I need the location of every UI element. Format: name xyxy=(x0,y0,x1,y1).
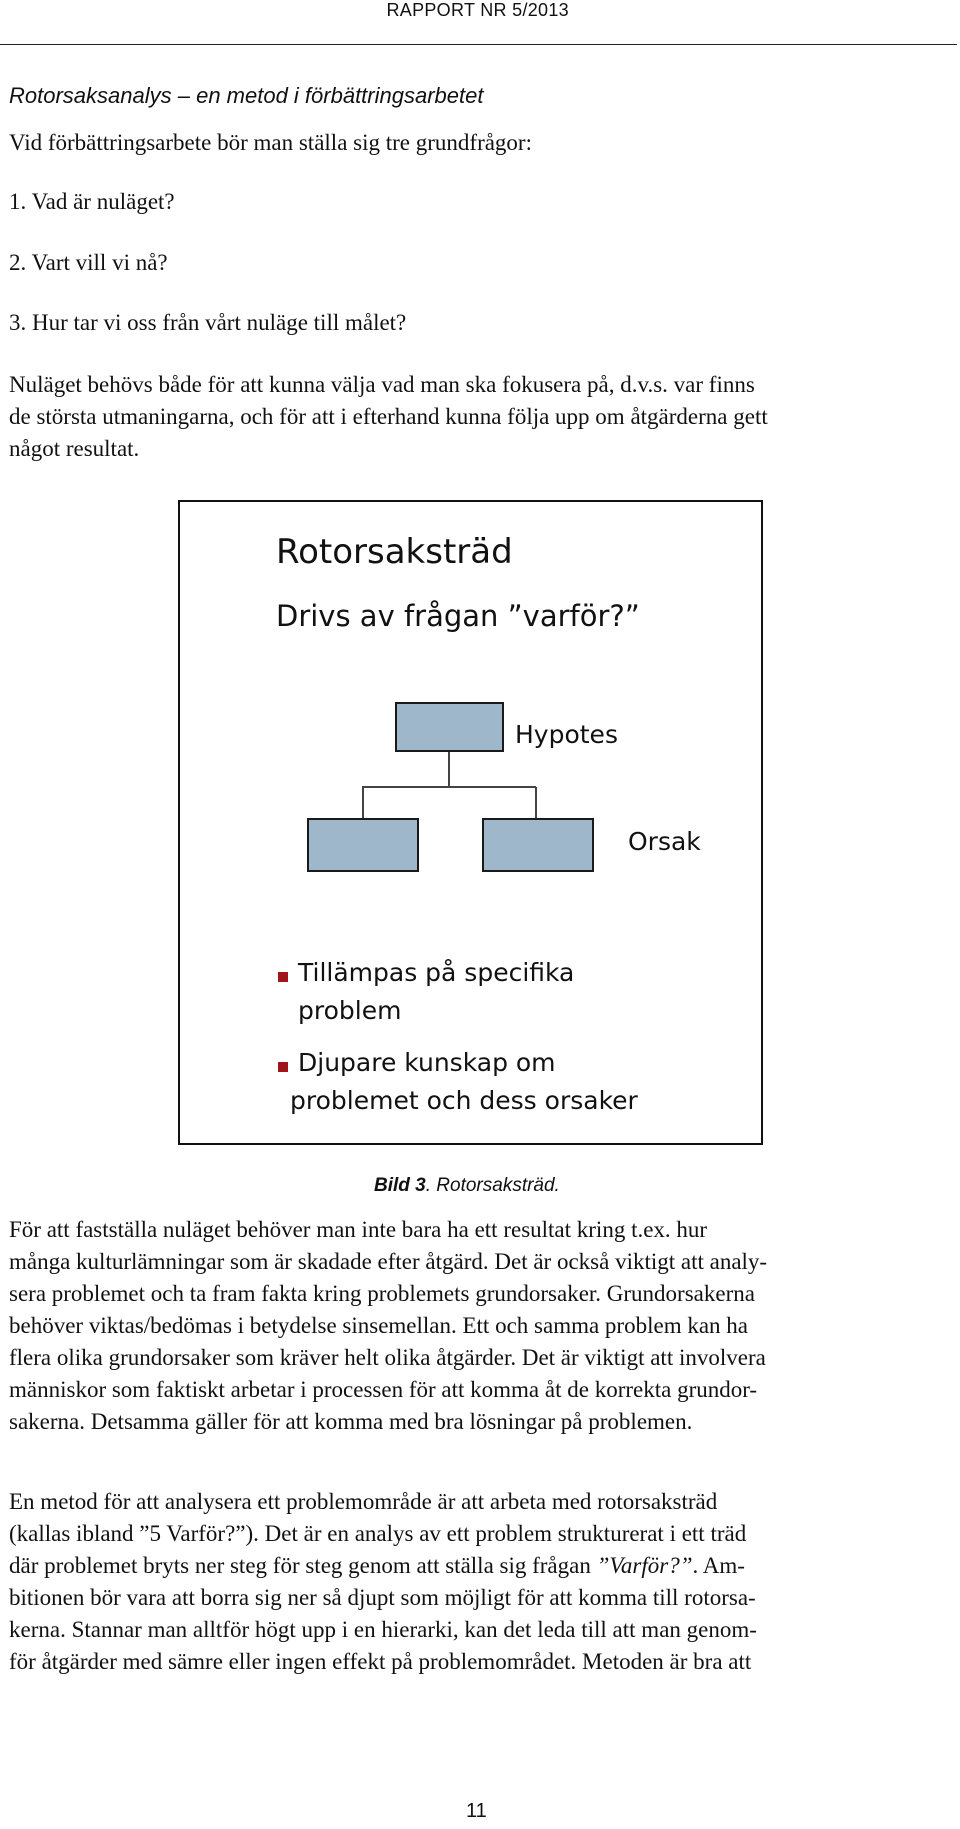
paragraph-3-text: där problemet bryts ner steg för steg genom att ställa sig frågan xyxy=(9,1553,597,1578)
paragraph-1-line: Nuläget behövs både för att kunna välja vad man ska fokusera på, d.v.s. var finns xyxy=(9,372,755,397)
bullet-square-icon xyxy=(278,972,288,982)
paragraph-3 xyxy=(9,1486,957,1678)
paragraph-3-line: kerna. Stannar man alltför högt upp i en hierarki, kan det leda till att man genom- xyxy=(9,1617,757,1642)
paragraph-1-line: något resultat. xyxy=(9,436,140,461)
bullet-2-line: Djupare kunskap om xyxy=(298,1048,556,1077)
paragraph-2-line: människor som faktiskt arbetar i processen för att komma åt de korrekta grundor- xyxy=(9,1377,758,1402)
cause-node-right xyxy=(482,818,594,872)
paragraph-3-line: (kallas ibland ”5 Varför?”). Det är en analys av ett problem strukturerat i ett träd xyxy=(9,1521,747,1546)
paragraph-1-line: de största utmaningarna, och för att i efterhand kunna följa upp om åtgärderna gett xyxy=(9,404,768,429)
caption-label: Bild 3 xyxy=(374,1175,426,1196)
cause-label: Orsak xyxy=(628,827,701,856)
page-header xyxy=(0,0,957,45)
page-number: 11 xyxy=(466,1800,487,1822)
bullet-1-line: Tillämpas på specifika xyxy=(298,958,575,987)
paragraph-3-line: för åtgärder med sämre eller ingen effekt på problemområdet. Metoden är bra att xyxy=(9,1649,752,1674)
figure-subtitle: Drivs av frågan ”varför?” xyxy=(276,599,640,633)
hypothesis-label: Hypotes xyxy=(515,720,618,749)
paragraph-3-line: En metod för att analysera ett problemområde är att arbeta med rotorsaksträd xyxy=(9,1489,718,1514)
paragraph-2-line: flera olika grundorsaker som kräver helt olika åtgärder. Det är viktigt att involvera xyxy=(9,1345,766,1370)
paragraph-2-line: behöver viktas/bedömas i betydelse sinsemellan. Ett och samma problem kan ha xyxy=(9,1313,748,1338)
bullet-1 xyxy=(298,954,574,1030)
paragraph-2-line: sakerna. Detsamma gäller för att komma med bra lösningar på problemen. xyxy=(9,1409,693,1434)
paragraph-3-line xyxy=(9,1550,957,1582)
caption-text: . Rotorsaksträd. xyxy=(425,1175,560,1196)
bullet-square-icon xyxy=(278,1062,288,1072)
tree-connector-horizontal xyxy=(362,786,536,788)
bullet-2 xyxy=(290,1044,638,1120)
section-title: Rotorsaksanalys – en metod i förbättringsarbetet xyxy=(9,83,484,108)
tree-connector-vertical xyxy=(448,752,450,787)
paragraph-2 xyxy=(9,1214,957,1438)
root-cause-tree-figure xyxy=(178,500,763,1145)
question-1: 1. Vad är nuläget? xyxy=(9,189,175,214)
paragraph-2-line: sera problemet och ta fram fakta kring problemets grundorsaker. Grundorsakerna xyxy=(9,1281,755,1306)
hypothesis-node xyxy=(395,702,504,752)
paragraph-3-line: bitionen bör vara att borra sig ner så djupt som möjligt för att komma till rotorsa- xyxy=(9,1585,756,1610)
figure-title: Rotorsaksträd xyxy=(276,532,513,572)
paragraph-3-text: . Am- xyxy=(692,1553,745,1578)
question-3: 3. Hur tar vi oss från vårt nuläge till målet? xyxy=(9,310,407,335)
tree-connector-left xyxy=(362,787,364,819)
paragraph-1 xyxy=(9,369,957,465)
figure-caption xyxy=(374,1175,560,1197)
question-2: 2. Vart vill vi nå? xyxy=(9,250,168,275)
intro-text: Vid förbättringsarbete bör man ställa sig tre grundfrågor: xyxy=(9,130,532,155)
bullet-2-line: problemet och dess orsaker xyxy=(290,1086,638,1115)
paragraph-2-line: För att fastställa nuläget behöver man inte bara ha ett resultat kring t.ex. hur xyxy=(9,1217,708,1242)
paragraph-2-line: många kulturlämningar som är skadade efter åtgärd. Det är också viktigt att analy- xyxy=(9,1249,768,1274)
bullet-1-line: problem xyxy=(298,996,402,1025)
tree-connector-right xyxy=(535,787,537,819)
paragraph-3-emphasis: ”Varför?” xyxy=(596,1553,693,1578)
report-number: RAPPORT NR 5/2013 xyxy=(386,0,569,20)
cause-node-left xyxy=(307,818,419,872)
